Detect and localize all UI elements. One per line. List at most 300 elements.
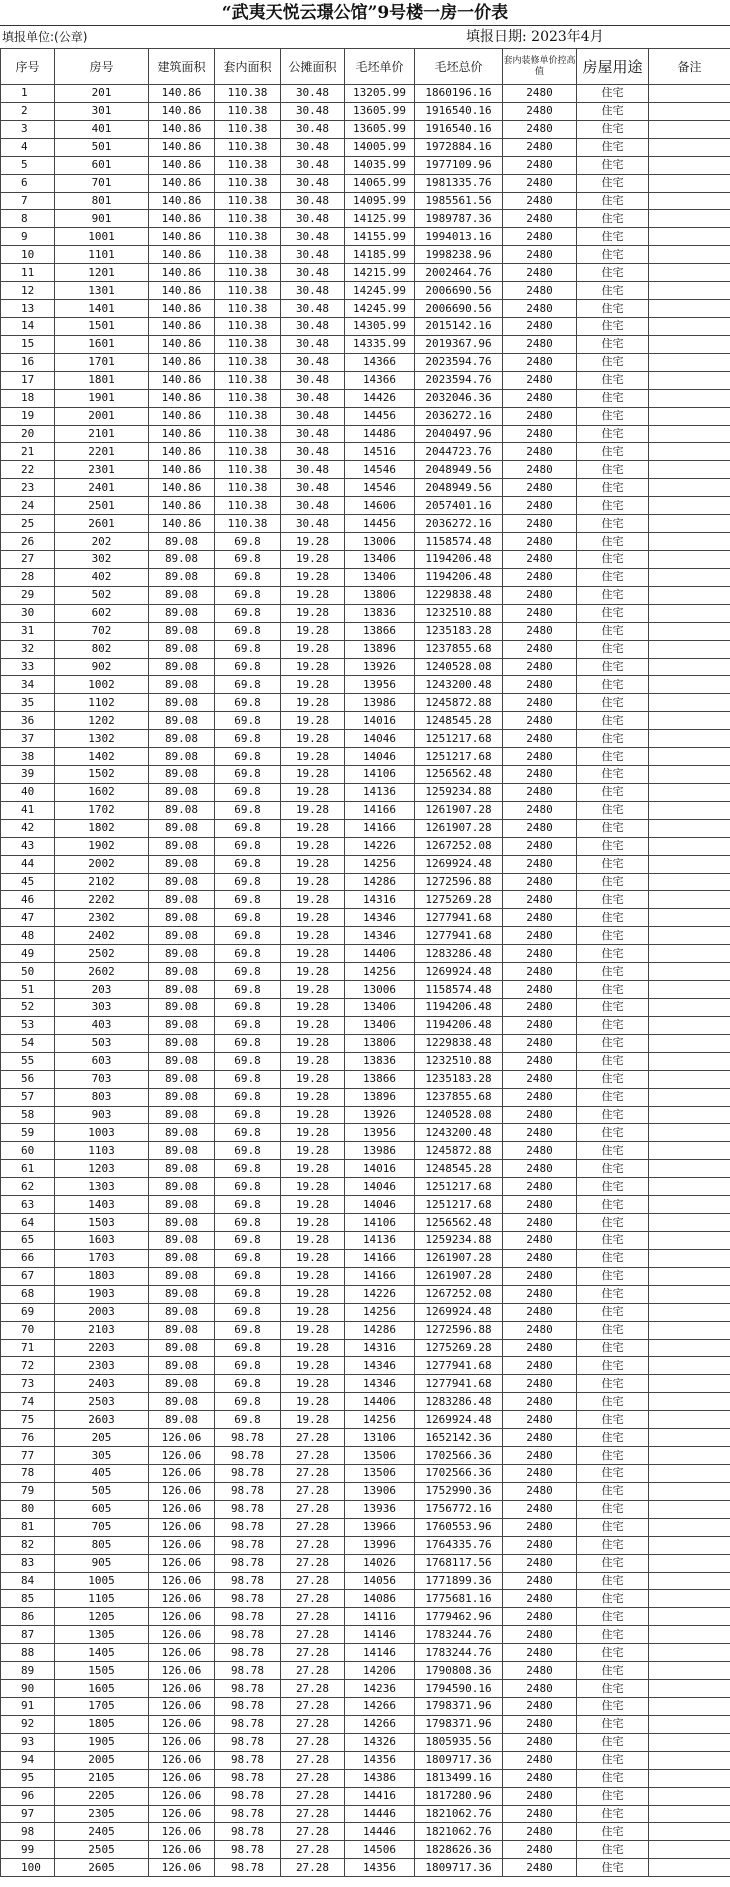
cell-usage: 住宅 — [577, 730, 649, 748]
cell-decoration-price: 2480 — [503, 443, 577, 461]
cell-usage: 住宅 — [577, 1554, 649, 1572]
table-row — [1, 1070, 730, 1088]
cell-inner-area: 69.8 — [215, 909, 281, 927]
table-row — [1, 1554, 730, 1572]
cell-unit-price: 13926 — [345, 658, 415, 676]
table-row — [1, 1464, 730, 1482]
cell-usage: 住宅 — [577, 1393, 649, 1411]
cell-remarks — [649, 550, 730, 568]
cell-inner-area: 69.8 — [215, 837, 281, 855]
cell-unit-price: 13836 — [345, 1052, 415, 1070]
cell-shared-area: 30.48 — [281, 515, 345, 533]
cell-remarks — [649, 1644, 730, 1662]
cell-room-number: 2002 — [55, 855, 149, 873]
cell-shared-area: 30.48 — [281, 300, 345, 318]
cell-building-area: 140.86 — [149, 443, 215, 461]
cell-building-area: 89.08 — [149, 1357, 215, 1375]
cell-remarks — [649, 1285, 730, 1303]
table-row — [1, 1662, 730, 1680]
cell-decoration-price: 2480 — [503, 712, 577, 730]
cell-inner-area: 98.78 — [215, 1608, 281, 1626]
cell-decoration-price: 2480 — [503, 909, 577, 927]
cell-decoration-price: 2480 — [503, 855, 577, 873]
table-row — [1, 1680, 730, 1698]
cell-usage: 住宅 — [577, 1518, 649, 1536]
cell-usage: 住宅 — [577, 1482, 649, 1500]
cell-unit-price: 14166 — [345, 819, 415, 837]
cell-index: 20 — [1, 425, 55, 443]
cell-usage: 住宅 — [577, 1626, 649, 1644]
cell-inner-area: 69.8 — [215, 1411, 281, 1429]
cell-total-price: 1764335.76 — [415, 1536, 503, 1554]
cell-shared-area: 30.48 — [281, 389, 345, 407]
table-row — [1, 873, 730, 891]
table-row — [1, 497, 730, 515]
cell-decoration-price: 2480 — [503, 640, 577, 658]
table-row — [1, 1429, 730, 1447]
table-row — [1, 658, 730, 676]
cell-shared-area: 19.28 — [281, 855, 345, 873]
cell-building-area: 126.06 — [149, 1429, 215, 1447]
cell-unit-price: 14206 — [345, 1662, 415, 1680]
cell-usage: 住宅 — [577, 640, 649, 658]
cell-usage: 住宅 — [577, 1572, 649, 1590]
cell-usage: 住宅 — [577, 1160, 649, 1178]
cell-inner-area: 110.38 — [215, 371, 281, 389]
cell-building-area: 89.08 — [149, 640, 215, 658]
cell-building-area: 126.06 — [149, 1715, 215, 1733]
cell-usage: 住宅 — [577, 85, 649, 103]
cell-room-number: 1401 — [55, 300, 149, 318]
cell-total-price: 1779462.96 — [415, 1608, 503, 1626]
cell-shared-area: 27.28 — [281, 1841, 345, 1859]
cell-shared-area: 27.28 — [281, 1608, 345, 1626]
cell-unit-price: 14446 — [345, 1805, 415, 1823]
cell-room-number: 1902 — [55, 837, 149, 855]
cell-inner-area: 110.38 — [215, 317, 281, 335]
cell-usage: 住宅 — [577, 748, 649, 766]
cell-index: 64 — [1, 1214, 55, 1232]
cell-index: 69 — [1, 1303, 55, 1321]
cell-remarks — [649, 1160, 730, 1178]
cell-total-price: 1229838.48 — [415, 586, 503, 604]
table-row — [1, 1572, 730, 1590]
cell-room-number: 801 — [55, 192, 149, 210]
cell-room-number: 403 — [55, 1016, 149, 1034]
cell-total-price: 1702566.36 — [415, 1464, 503, 1482]
cell-total-price: 2019367.96 — [415, 335, 503, 353]
cell-room-number: 502 — [55, 586, 149, 604]
cell-shared-area: 19.28 — [281, 604, 345, 622]
cell-decoration-price: 2480 — [503, 1375, 577, 1393]
cell-building-area: 126.06 — [149, 1697, 215, 1715]
cell-shared-area: 27.28 — [281, 1482, 345, 1500]
cell-building-area: 89.08 — [149, 819, 215, 837]
cell-unit-price: 14366 — [345, 371, 415, 389]
cell-index: 71 — [1, 1339, 55, 1357]
table-row — [1, 766, 730, 784]
cell-room-number: 2001 — [55, 407, 149, 425]
cell-index: 94 — [1, 1751, 55, 1769]
cell-room-number: 2601 — [55, 515, 149, 533]
cell-building-area: 126.06 — [149, 1823, 215, 1841]
cell-usage: 住宅 — [577, 300, 649, 318]
cell-shared-area: 19.28 — [281, 1303, 345, 1321]
cell-remarks — [649, 604, 730, 622]
table-row — [1, 1339, 730, 1357]
cell-inner-area: 98.78 — [215, 1554, 281, 1572]
cell-unit-price: 13936 — [345, 1500, 415, 1518]
table-row — [1, 1375, 730, 1393]
cell-total-price: 1809717.36 — [415, 1751, 503, 1769]
table-row — [1, 479, 730, 497]
cell-decoration-price: 2480 — [503, 1196, 577, 1214]
cell-index: 65 — [1, 1232, 55, 1250]
cell-unit-price: 13836 — [345, 604, 415, 622]
cell-index: 90 — [1, 1680, 55, 1698]
cell-shared-area: 19.28 — [281, 676, 345, 694]
cell-decoration-price: 2480 — [503, 371, 577, 389]
cell-total-price: 1994013.16 — [415, 228, 503, 246]
cell-inner-area: 110.38 — [215, 210, 281, 228]
cell-building-area: 89.08 — [149, 533, 215, 551]
cell-shared-area: 27.28 — [281, 1733, 345, 1751]
table-row — [1, 855, 730, 873]
cell-shared-area: 19.28 — [281, 622, 345, 640]
cell-inner-area: 110.38 — [215, 85, 281, 103]
cell-building-area: 140.86 — [149, 246, 215, 264]
cell-total-price: 2048949.56 — [415, 461, 503, 479]
cell-unit-price: 14256 — [345, 855, 415, 873]
cell-remarks — [649, 1751, 730, 1769]
cell-room-number: 605 — [55, 1500, 149, 1518]
cell-usage: 住宅 — [577, 1303, 649, 1321]
cell-inner-area: 69.8 — [215, 1052, 281, 1070]
cell-inner-area: 69.8 — [215, 1142, 281, 1160]
table-row — [1, 1447, 730, 1465]
cell-inner-area: 110.38 — [215, 282, 281, 300]
cell-room-number: 802 — [55, 640, 149, 658]
cell-usage: 住宅 — [577, 550, 649, 568]
header-remarks: 备注 — [649, 49, 730, 85]
cell-remarks — [649, 748, 730, 766]
cell-index: 83 — [1, 1554, 55, 1572]
cell-index: 87 — [1, 1626, 55, 1644]
cell-inner-area: 69.8 — [215, 640, 281, 658]
cell-inner-area: 69.8 — [215, 1070, 281, 1088]
table-row — [1, 192, 730, 210]
cell-total-price: 1229838.48 — [415, 1034, 503, 1052]
cell-decoration-price: 2480 — [503, 479, 577, 497]
cell-decoration-price: 2480 — [503, 999, 577, 1017]
cell-remarks — [649, 1536, 730, 1554]
cell-index: 29 — [1, 586, 55, 604]
cell-decoration-price: 2480 — [503, 1590, 577, 1608]
cell-total-price: 1760553.96 — [415, 1518, 503, 1536]
cell-remarks — [649, 1088, 730, 1106]
cell-remarks — [649, 246, 730, 264]
cell-unit-price: 14146 — [345, 1644, 415, 1662]
cell-unit-price: 13966 — [345, 1518, 415, 1536]
cell-room-number: 303 — [55, 999, 149, 1017]
cell-remarks — [649, 443, 730, 461]
table-row — [1, 1357, 730, 1375]
cell-total-price: 1860196.16 — [415, 85, 503, 103]
cell-remarks — [649, 622, 730, 640]
cell-decoration-price: 2480 — [503, 192, 577, 210]
cell-room-number: 1801 — [55, 371, 149, 389]
cell-total-price: 1232510.88 — [415, 604, 503, 622]
cell-inner-area: 69.8 — [215, 1232, 281, 1250]
cell-index: 52 — [1, 999, 55, 1017]
cell-decoration-price: 2480 — [503, 1518, 577, 1536]
cell-remarks — [649, 1590, 730, 1608]
cell-remarks — [649, 1196, 730, 1214]
cell-shared-area: 19.28 — [281, 1232, 345, 1250]
cell-inner-area: 69.8 — [215, 586, 281, 604]
cell-decoration-price: 2480 — [503, 317, 577, 335]
cell-shared-area: 19.28 — [281, 658, 345, 676]
cell-shared-area: 19.28 — [281, 1070, 345, 1088]
cell-index: 56 — [1, 1070, 55, 1088]
cell-total-price: 1240528.08 — [415, 1106, 503, 1124]
table-row — [1, 712, 730, 730]
cell-building-area: 126.06 — [149, 1841, 215, 1859]
cell-total-price: 1158574.48 — [415, 981, 503, 999]
cell-remarks — [649, 1124, 730, 1142]
cell-unit-price: 14305.99 — [345, 317, 415, 335]
cell-total-price: 1158574.48 — [415, 533, 503, 551]
cell-shared-area: 30.48 — [281, 461, 345, 479]
cell-decoration-price: 2480 — [503, 1751, 577, 1769]
cell-decoration-price: 2480 — [503, 586, 577, 604]
cell-shared-area: 27.28 — [281, 1447, 345, 1465]
cell-unit-price: 14326 — [345, 1733, 415, 1751]
cell-total-price: 1237855.68 — [415, 640, 503, 658]
cell-decoration-price: 2480 — [503, 1016, 577, 1034]
cell-index: 48 — [1, 927, 55, 945]
cell-total-price: 1821062.76 — [415, 1823, 503, 1841]
cell-total-price: 1768117.56 — [415, 1554, 503, 1572]
cell-usage: 住宅 — [577, 1142, 649, 1160]
table-row — [1, 1232, 730, 1250]
cell-unit-price: 14106 — [345, 1214, 415, 1232]
cell-decoration-price: 2480 — [503, 1214, 577, 1232]
table-row — [1, 461, 730, 479]
cell-building-area: 89.08 — [149, 676, 215, 694]
cell-room-number: 2003 — [55, 1303, 149, 1321]
cell-usage: 住宅 — [577, 1321, 649, 1339]
cell-room-number: 601 — [55, 156, 149, 174]
cell-usage: 住宅 — [577, 658, 649, 676]
cell-building-area: 140.86 — [149, 228, 215, 246]
cell-total-price: 1771899.36 — [415, 1572, 503, 1590]
cell-remarks — [649, 389, 730, 407]
cell-index: 88 — [1, 1644, 55, 1662]
cell-index: 63 — [1, 1196, 55, 1214]
cell-decoration-price: 2480 — [503, 1142, 577, 1160]
cell-index: 93 — [1, 1733, 55, 1751]
cell-decoration-price: 2480 — [503, 1249, 577, 1267]
cell-inner-area: 69.8 — [215, 1196, 281, 1214]
cell-unit-price: 14245.99 — [345, 282, 415, 300]
cell-index: 86 — [1, 1608, 55, 1626]
cell-decoration-price: 2480 — [503, 1339, 577, 1357]
cell-decoration-price: 2480 — [503, 282, 577, 300]
cell-inner-area: 98.78 — [215, 1805, 281, 1823]
cell-usage: 住宅 — [577, 246, 649, 264]
cell-index: 58 — [1, 1106, 55, 1124]
cell-remarks — [649, 192, 730, 210]
cell-shared-area: 30.48 — [281, 371, 345, 389]
table-row — [1, 1016, 730, 1034]
table-row — [1, 819, 730, 837]
cell-total-price: 1817280.96 — [415, 1787, 503, 1805]
cell-total-price: 1261907.28 — [415, 1267, 503, 1285]
cell-remarks — [649, 1769, 730, 1787]
cell-index: 54 — [1, 1034, 55, 1052]
cell-inner-area: 69.8 — [215, 694, 281, 712]
cell-usage: 住宅 — [577, 1715, 649, 1733]
cell-unit-price: 13506 — [345, 1447, 415, 1465]
cell-shared-area: 27.28 — [281, 1787, 345, 1805]
cell-decoration-price: 2480 — [503, 873, 577, 891]
cell-remarks — [649, 1070, 730, 1088]
table-row — [1, 1536, 730, 1554]
cell-shared-area: 19.28 — [281, 1160, 345, 1178]
cell-shared-area: 19.28 — [281, 981, 345, 999]
cell-inner-area: 69.8 — [215, 1124, 281, 1142]
cell-usage: 住宅 — [577, 801, 649, 819]
cell-room-number: 2301 — [55, 461, 149, 479]
cell-shared-area: 30.48 — [281, 228, 345, 246]
cell-shared-area: 19.28 — [281, 945, 345, 963]
cell-inner-area: 69.8 — [215, 766, 281, 784]
cell-remarks — [649, 1482, 730, 1500]
document-title: “武夷天悦云璟公馆”9号楼一房一价表 — [0, 0, 730, 26]
cell-usage: 住宅 — [577, 282, 649, 300]
cell-remarks — [649, 1733, 730, 1751]
table-row — [1, 1124, 730, 1142]
cell-total-price: 1194206.48 — [415, 1016, 503, 1034]
cell-usage: 住宅 — [577, 461, 649, 479]
cell-shared-area: 27.28 — [281, 1751, 345, 1769]
cell-building-area: 89.08 — [149, 1375, 215, 1393]
cell-shared-area: 19.28 — [281, 1214, 345, 1232]
cell-building-area: 89.08 — [149, 999, 215, 1017]
cell-shared-area: 19.28 — [281, 1393, 345, 1411]
cell-shared-area: 30.48 — [281, 192, 345, 210]
cell-index: 50 — [1, 963, 55, 981]
cell-usage: 住宅 — [577, 317, 649, 335]
cell-shared-area: 19.28 — [281, 1196, 345, 1214]
header-index: 序号 — [1, 49, 55, 85]
cell-remarks — [649, 371, 730, 389]
cell-index: 35 — [1, 694, 55, 712]
cell-total-price: 1702566.36 — [415, 1447, 503, 1465]
cell-usage: 住宅 — [577, 1464, 649, 1482]
cell-remarks — [649, 264, 730, 282]
cell-unit-price: 14356 — [345, 1859, 415, 1877]
cell-room-number: 1302 — [55, 730, 149, 748]
cell-inner-area: 69.8 — [215, 1016, 281, 1034]
cell-index: 34 — [1, 676, 55, 694]
cell-decoration-price: 2480 — [503, 156, 577, 174]
cell-room-number: 302 — [55, 550, 149, 568]
cell-decoration-price: 2480 — [503, 228, 577, 246]
cell-usage: 住宅 — [577, 1769, 649, 1787]
cell-total-price: 1277941.68 — [415, 909, 503, 927]
cell-remarks — [649, 1662, 730, 1680]
cell-shared-area: 30.48 — [281, 210, 345, 228]
cell-total-price: 1261907.28 — [415, 1249, 503, 1267]
cell-unit-price: 13896 — [345, 1088, 415, 1106]
cell-decoration-price: 2480 — [503, 461, 577, 479]
table-row — [1, 1715, 730, 1733]
cell-index: 42 — [1, 819, 55, 837]
cell-inner-area: 69.8 — [215, 1249, 281, 1267]
cell-inner-area: 69.8 — [215, 1321, 281, 1339]
cell-shared-area: 30.48 — [281, 102, 345, 120]
cell-inner-area: 110.38 — [215, 443, 281, 461]
cell-total-price: 1756772.16 — [415, 1500, 503, 1518]
cell-unit-price: 13996 — [345, 1536, 415, 1554]
table-row — [1, 1178, 730, 1196]
cell-index: 96 — [1, 1787, 55, 1805]
cell-building-area: 89.08 — [149, 1016, 215, 1034]
table-row — [1, 586, 730, 604]
table-row — [1, 1142, 730, 1160]
cell-usage: 住宅 — [577, 1178, 649, 1196]
cell-index: 11 — [1, 264, 55, 282]
cell-index: 53 — [1, 1016, 55, 1034]
cell-unit-price: 14116 — [345, 1608, 415, 1626]
cell-building-area: 126.06 — [149, 1805, 215, 1823]
table-row — [1, 300, 730, 318]
cell-shared-area: 19.28 — [281, 819, 345, 837]
cell-index: 78 — [1, 1464, 55, 1482]
table-row — [1, 138, 730, 156]
table-row — [1, 282, 730, 300]
cell-inner-area: 110.38 — [215, 156, 281, 174]
cell-shared-area: 19.28 — [281, 837, 345, 855]
cell-building-area: 89.08 — [149, 1339, 215, 1357]
cell-room-number: 2103 — [55, 1321, 149, 1339]
cell-inner-area: 98.78 — [215, 1680, 281, 1698]
cell-building-area: 89.08 — [149, 891, 215, 909]
table-row — [1, 1787, 730, 1805]
cell-remarks — [649, 1626, 730, 1644]
cell-remarks — [649, 1339, 730, 1357]
cell-unit-price: 14266 — [345, 1715, 415, 1733]
cell-building-area: 140.86 — [149, 156, 215, 174]
cell-room-number: 1901 — [55, 389, 149, 407]
cell-room-number: 1203 — [55, 1160, 149, 1178]
cell-usage: 住宅 — [577, 210, 649, 228]
table-row — [1, 1823, 730, 1841]
cell-building-area: 140.86 — [149, 335, 215, 353]
cell-inner-area: 69.8 — [215, 981, 281, 999]
cell-building-area: 126.06 — [149, 1733, 215, 1751]
cell-inner-area: 98.78 — [215, 1697, 281, 1715]
cell-usage: 住宅 — [577, 694, 649, 712]
cell-index: 43 — [1, 837, 55, 855]
cell-building-area: 126.06 — [149, 1464, 215, 1482]
cell-usage: 住宅 — [577, 1500, 649, 1518]
cell-unit-price: 14316 — [345, 891, 415, 909]
cell-remarks — [649, 1464, 730, 1482]
cell-building-area: 140.86 — [149, 389, 215, 407]
